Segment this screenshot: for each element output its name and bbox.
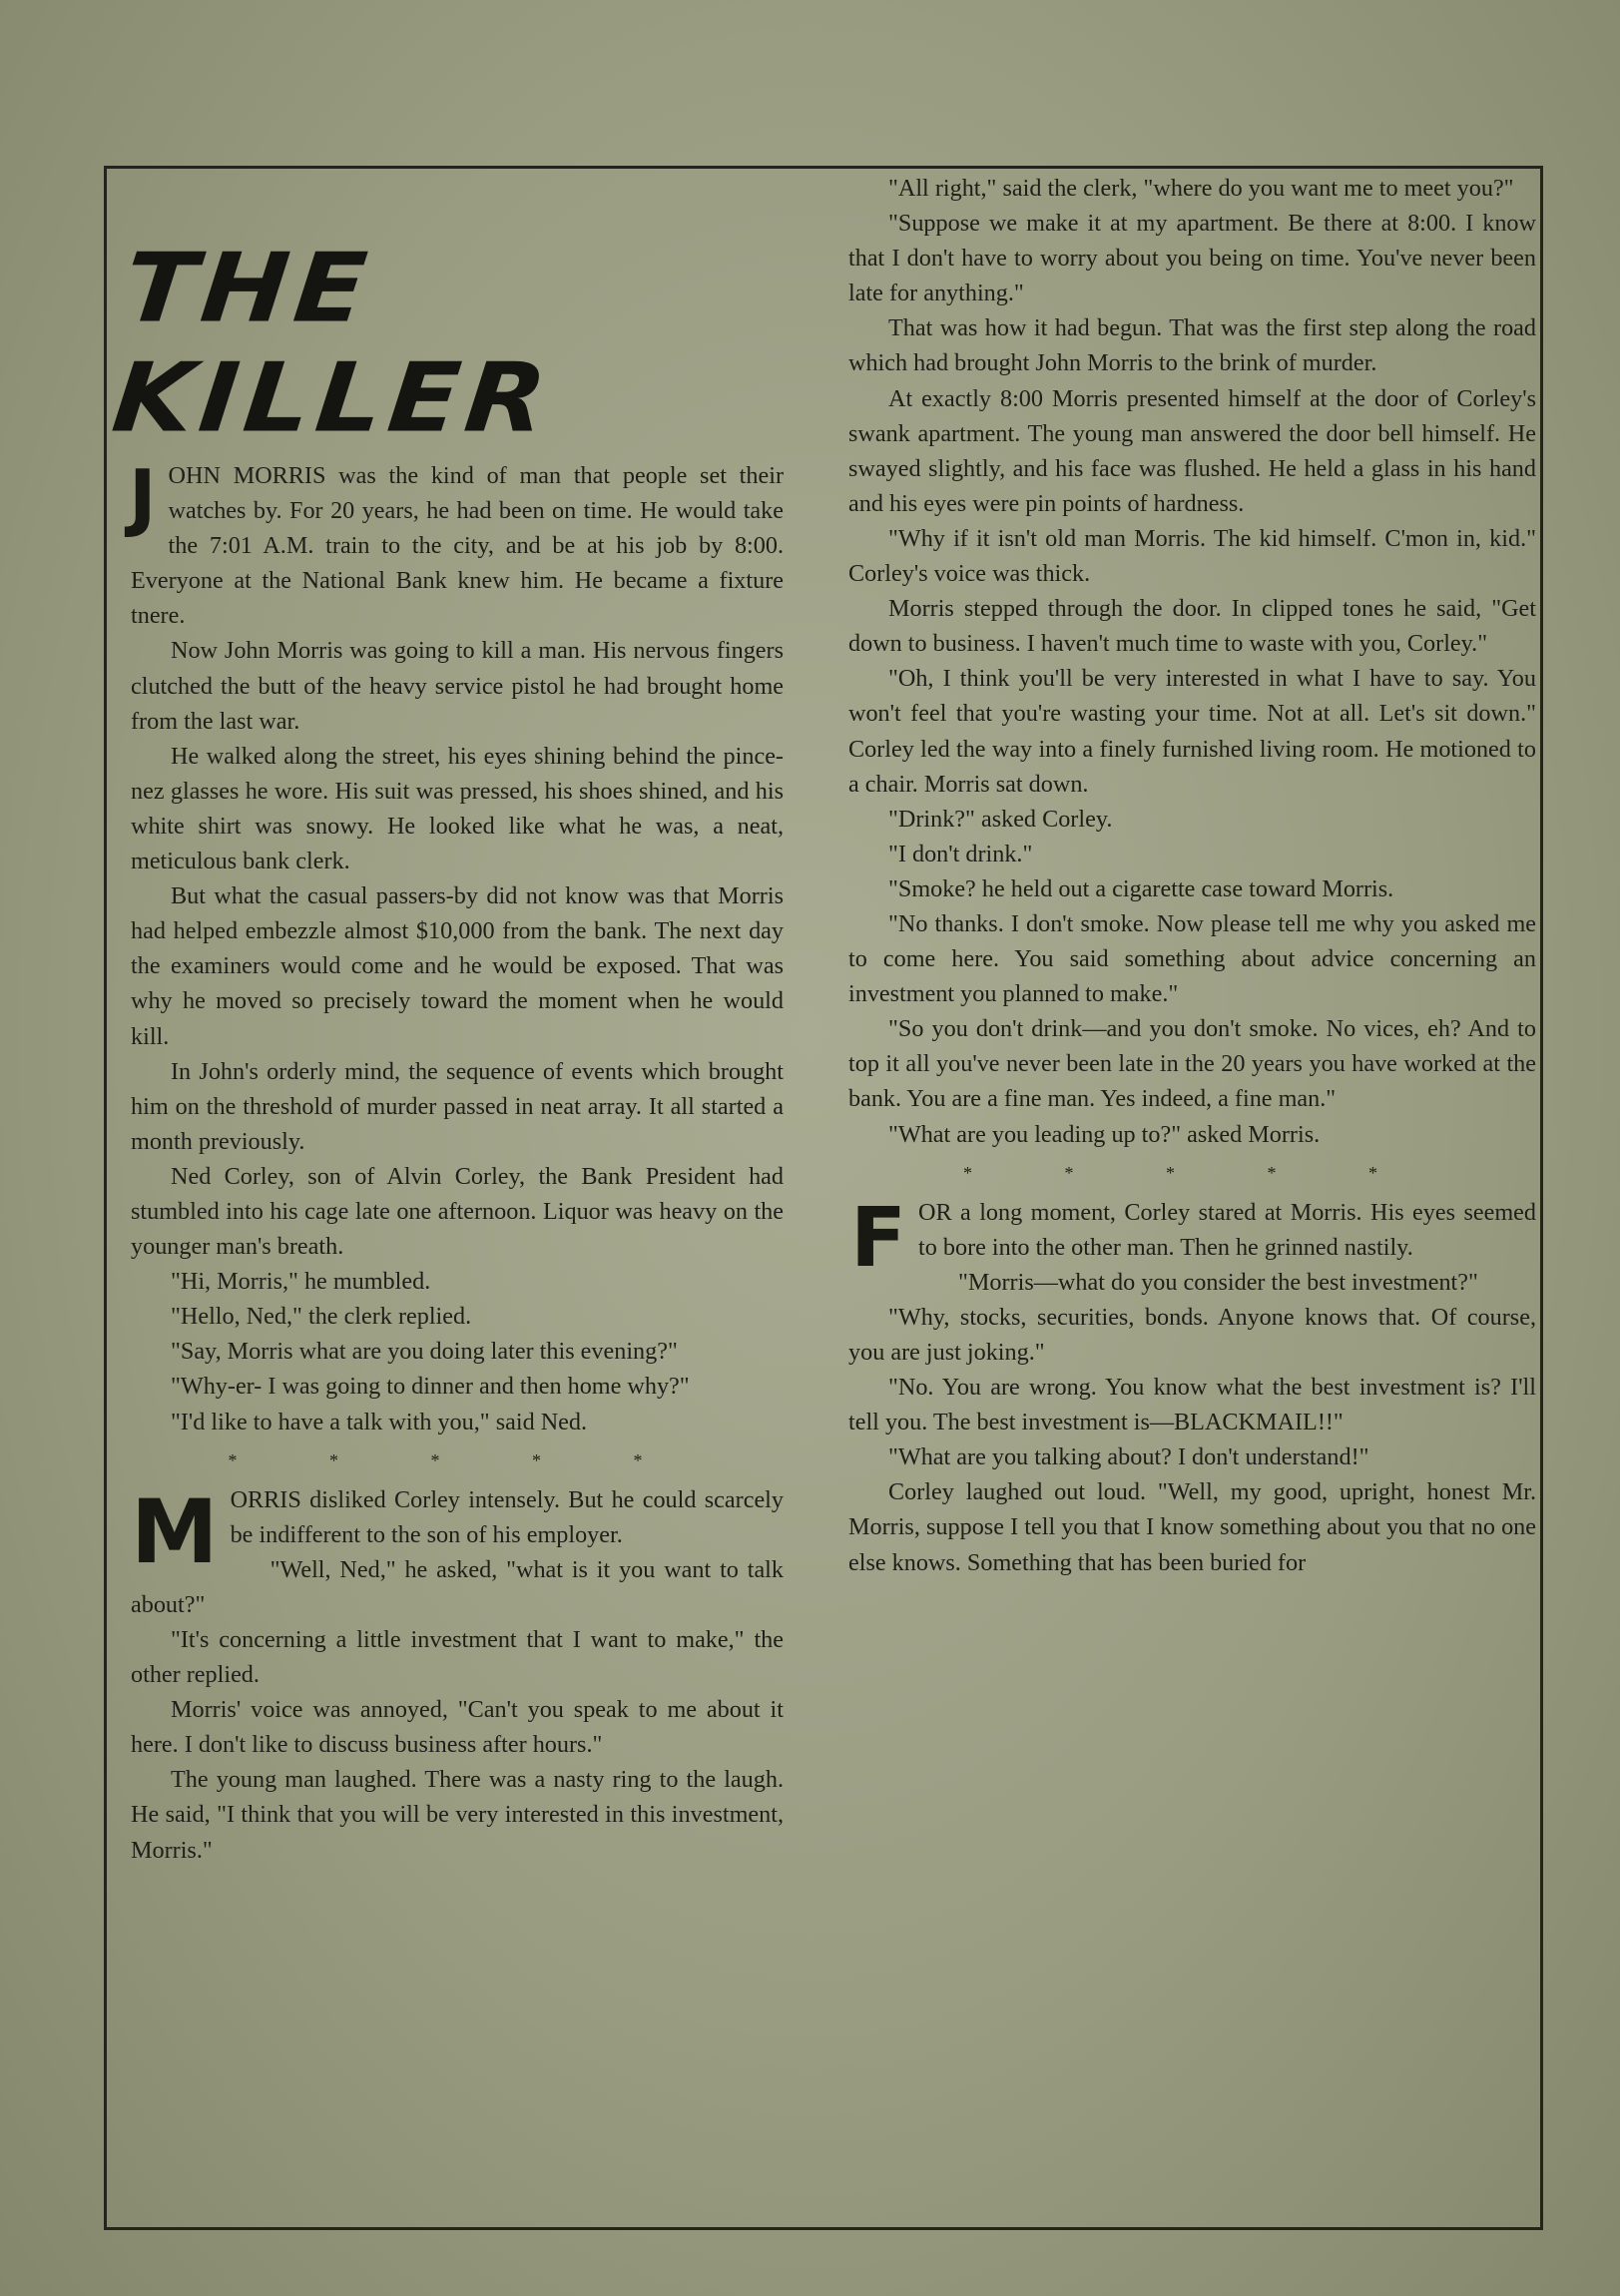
drop-cap: J (129, 454, 157, 540)
left-column (107, 169, 798, 2227)
paragraph-text: OR a long moment, Corley stared at Morris. His eyes seemed to bore into the other man. Then he grinned nastily. (918, 1198, 1536, 1261)
paragraph: "Why if it isn't old man Morris. The kid himself. C'mon in, kid." Corley's voice was thick. (848, 524, 1536, 588)
story-title: THE KILLER (107, 232, 558, 454)
paragraph: "So you don't drink—and you don't smoke. No vices, eh? And to top it all you've never been late in the 20 years you have worked at the bank. You are a fine man. Yes indeed, a fine man." (848, 1015, 1536, 1113)
paragraph-opening (129, 454, 784, 633)
paragraph: But what the casual passers-by did not know was that Morris had helped embezzle almost $10,000 from the bank. The next day the examiners would come and he would be exposed. That was why he moved so precisely toward the moment when he would kill. (131, 882, 784, 1050)
paragraph: "It's concerning a little investment that I want to make," the other replied. (131, 1626, 784, 1689)
paragraph: "Suppose we make it at my apartment. Be there at 8:00. I know that I don't have to worry about you being on time. You've never been late for anything." (848, 210, 1536, 307)
drop-cap: F (850, 1190, 907, 1286)
paragraph: He walked along the street, his eyes shining behind the pince-nez glasses he wore. His suit was pressed, his shoes shined, and his white shirt was snowy. He looked like what he was, a neat, meticulous bank clerk. (131, 742, 784, 875)
paragraph: "Smoke? he held out a cigarette case toward Morris. (888, 874, 1394, 902)
paragraph: That was how it had begun. That was the first step along the road which had brought John Morris to the brink of murder. (848, 314, 1536, 377)
paragraph: "Oh, I think you'll be very interested in what I have to say. You won't feel that you're wasting your time. Not at all. Let's sit down." Corley led the way into a finely furnished living room. He motioned to a chair. Morris sat down. (848, 665, 1536, 798)
paragraph: "No. You are wrong. You know what the best investment is? I'll tell you. The best investment is—BLACKMAIL!!" (848, 1374, 1536, 1436)
section-break: * * * * * (963, 1162, 1421, 1183)
paragraph: "Why, stocks, securities, bonds. Anyone knows that. Of course, you are just joking." (848, 1303, 1536, 1366)
paragraph: In John's orderly mind, the sequence of events which brought him on the threshold of murder passed in neat array. It all started a month previously. (131, 1057, 784, 1155)
paragraph: "All right," said the clerk, "where do you want me to meet you?" (888, 175, 1514, 202)
paragraph: "I don't drink." (888, 840, 1033, 867)
paragraph: "No thanks. I don't smoke. Now please tell me why you asked me to come here. You said something about advice concerning an investment you planned to make." (848, 909, 1536, 1008)
paragraph: At exactly 8:00 Morris presented himself at the door of Corley's swank apartment. The young man answered the door bell himself. He swayed slightly, and his face was flushed. He held a glass in his hand and his eyes were pin points of hardness. (848, 384, 1536, 517)
paragraph: "Well, Ned," he asked, "what is it you want to talk about?" (131, 1555, 784, 1618)
paragraph-section-opening (131, 1479, 784, 1583)
paragraph: "I'd like to have a talk with you," said Ned. (171, 1408, 588, 1435)
paragraph: "Hello, Ned," the clerk replied. (171, 1303, 472, 1331)
paragraph: "Morris—what do you consider the best investment?" (958, 1268, 1478, 1296)
paragraph: Morris' voice was annoyed, "Can't you speak to me about it here. I don't like to discuss business after hours." (131, 1696, 784, 1759)
paragraph: "Say, Morris what are you doing later this evening?" (171, 1338, 678, 1366)
paragraph: The young man laughed. There was a nasty ring to the laugh. He said, "I think that you will be very interested in this investment, Morris." (131, 1766, 784, 1864)
drop-cap: M (131, 1479, 219, 1583)
story-frame (104, 166, 1543, 2230)
right-column (838, 169, 1546, 2227)
paragraph: Corley laughed out loud. "Well, my good, upright, honest Mr. Morris, suppose I tell you that I know something about you that no one else knows. Something that has been buried for (848, 1478, 1536, 1576)
paragraph: "Drink?" asked Corley. (888, 805, 1113, 833)
paragraph-text: OHN MORRIS was the kind of man that people set their watches by. For 20 years, he had been on time. He would take the 7:01 A.M. train to the city, and be at his job by 8:00. Everyone at the National Bank knew him. He became a fixture tnere. (131, 462, 784, 630)
paragraph: "Why-er- I was going to dinner and then home why?" (171, 1373, 690, 1401)
paragraph: "Hi, Morris," he mumbled. (171, 1268, 431, 1296)
paragraph: "What are you talking about? I don't understand!" (888, 1443, 1369, 1471)
paragraph: Morris stepped through the door. In clipped tones he said, "Get down to business. I haven't much time to waste with you, Corley." (848, 595, 1536, 658)
paragraph-text: ORRIS disliked Corley intensely. But he could scarcely be indifferent to the son of his employer. (230, 1485, 784, 1548)
paragraph: Ned Corley, son of Alvin Corley, the Bank President had stumbled into his cage late one afternoon. Liquor was heavy on the younger man's breath. (131, 1162, 784, 1261)
paragraph: Now John Morris was going to kill a man. His nervous fingers clutched the butt of the heavy service pistol he had brought home from the last war. (131, 637, 784, 735)
paragraph: "What are you leading up to?" asked Morris. (888, 1120, 1321, 1148)
section-break: * * * * * (228, 1449, 687, 1470)
